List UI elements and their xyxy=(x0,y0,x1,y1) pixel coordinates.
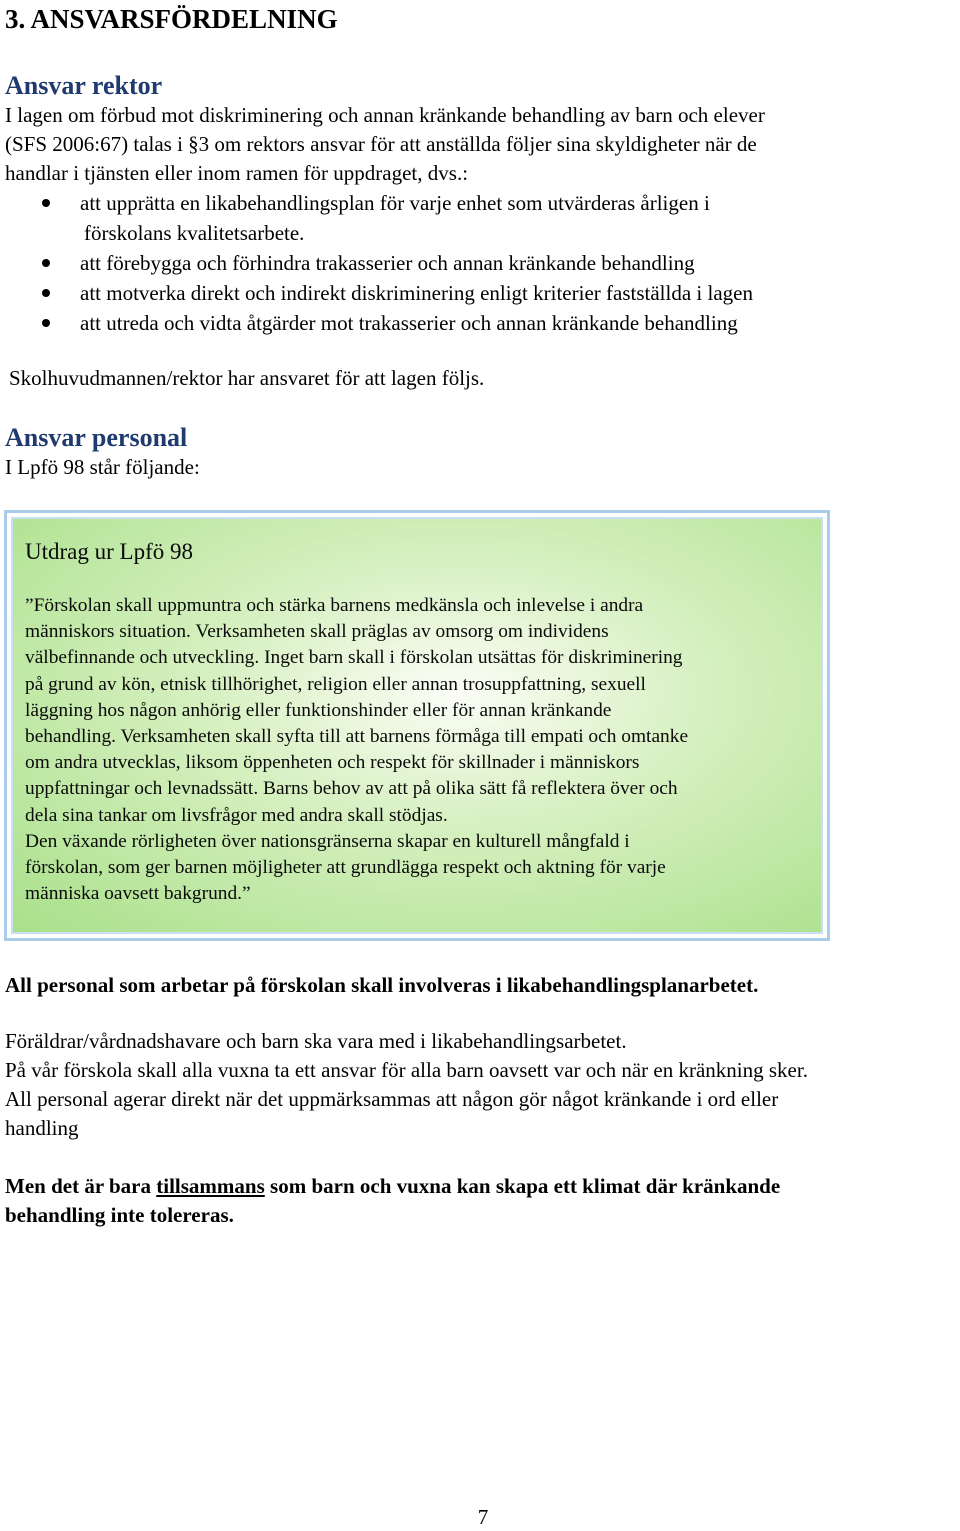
personal-intro: I Lpfö 98 står följande: xyxy=(5,455,200,479)
quote-line: dela sina tankar om livsfrågor med andra skall stödjas. xyxy=(25,804,448,826)
quote-line: behandling. Verksamheten skall syfta till att barnens förmåga till empati och omtanke xyxy=(25,726,689,748)
bullet-icon xyxy=(42,289,50,297)
bullet-icon xyxy=(42,199,50,207)
quote-line: förskolan, som ger barnen möjligheter att grundlägga respekt och aktning för varje xyxy=(25,857,666,879)
list-item xyxy=(0,248,960,278)
quote-title: Utdrag ur Lpfö 98 xyxy=(25,539,193,564)
quote-line: Den växande rörligheten över nationsgränserna skapar en kulturell mångfald i xyxy=(25,830,630,852)
quote-background xyxy=(11,517,823,934)
rektor-closing: Skolhuvudmannen/rektor har ansvaret för att lagen följs. xyxy=(9,366,485,390)
list-item xyxy=(0,188,960,248)
paragraph-line: handling xyxy=(5,1116,79,1140)
paragraph-line: All personal agerar direkt när det uppmärksammas att någon gör något kränkande i ord eller xyxy=(5,1087,779,1111)
rektor-intro-line: handlar i tjänsten eller inom ramen för uppdraget, dvs.: xyxy=(5,161,469,185)
bullet-icon xyxy=(42,259,50,267)
bullet-icon xyxy=(42,319,50,327)
quote-text xyxy=(25,593,825,907)
rektor-heading: Ansvar rektor xyxy=(5,71,163,100)
quote-line: på grund av kön, etnisk tillhörighet, religion eller annan trosuppfattning, sexuell xyxy=(25,673,646,695)
section-title: 3. ANSVARSFÖRDELNING xyxy=(5,4,338,34)
rektor-intro-line: I lagen om förbud mot diskriminering och annan kränkande behandling av barn och elever xyxy=(5,103,765,127)
final-statement-line xyxy=(5,1172,780,1201)
list-item xyxy=(0,308,960,338)
list-item-continuation: förskolans kvalitetsarbete. xyxy=(84,221,305,245)
paragraph-line: Föräldrar/vårdnadshavare och barn ska vara med i likabehandlingsarbetet. xyxy=(5,1029,627,1053)
rektor-intro xyxy=(5,101,765,188)
lpfo-quote-box xyxy=(4,510,830,941)
final-statement-text: Men det är bara xyxy=(5,1174,157,1198)
quote-line: människors situation. Verksamheten skall präglas av omsorg om individens xyxy=(25,621,609,643)
rektor-duties-list xyxy=(0,188,960,338)
emphasis-word: tillsammans xyxy=(156,1174,265,1198)
final-statement-text: som barn och vuxna kan skapa ett klimat där kränkande xyxy=(264,1174,781,1198)
page-number: 7 xyxy=(477,1505,489,1529)
quote-line: om andra utvecklas, liksom öppenheten och respekt för skillnader i människors xyxy=(25,752,640,774)
personal-statement: All personal som arbetar på förskolan skall involveras i likabehandlingsplanarbetet. xyxy=(5,973,759,997)
responsibility-paragraph xyxy=(5,1027,808,1143)
final-statement xyxy=(5,1172,780,1230)
list-item xyxy=(0,278,960,308)
rektor-intro-line: (SFS 2006:67) talas i §3 om rektors ansvar för att anställda följer sina skyldigheter när de xyxy=(5,132,757,156)
quote-line: människa oavsett bakgrund.” xyxy=(25,883,251,905)
quote-line: välbefinnande och utveckling. Inget barn skall i förskolan utsättas för diskriminering xyxy=(25,647,683,669)
final-statement-line: behandling inte tolereras. xyxy=(5,1203,234,1227)
list-item-text: att förebygga och förhindra trakasserier och annan kränkande behandling xyxy=(80,251,695,275)
quote-line: läggning hos någon anhörig eller funktionshinder eller för annan kränkande xyxy=(25,699,612,721)
paragraph-line: På vår förskola skall alla vuxna ta ett ansvar för alla barn oavsett var och när en kränkning sker. xyxy=(5,1058,808,1082)
list-item-text: att utreda och vidta åtgärder mot trakasserier och annan kränkande behandling xyxy=(80,311,738,335)
quote-line: uppfattningar och levnadssätt. Barns behov av att på olika sätt få reflektera över och xyxy=(25,778,678,800)
list-item-text: att motverka direkt och indirekt diskriminering enligt kriterier fastställda i lagen xyxy=(80,281,753,305)
list-item-text: att upprätta en likabehandlingsplan för varje enhet som utvärderas årligen i xyxy=(80,191,710,215)
personal-heading: Ansvar personal xyxy=(5,423,188,452)
quote-line: ”Förskolan skall uppmuntra och stärka barnens medkänsla och inlevelse i andra xyxy=(25,595,644,616)
